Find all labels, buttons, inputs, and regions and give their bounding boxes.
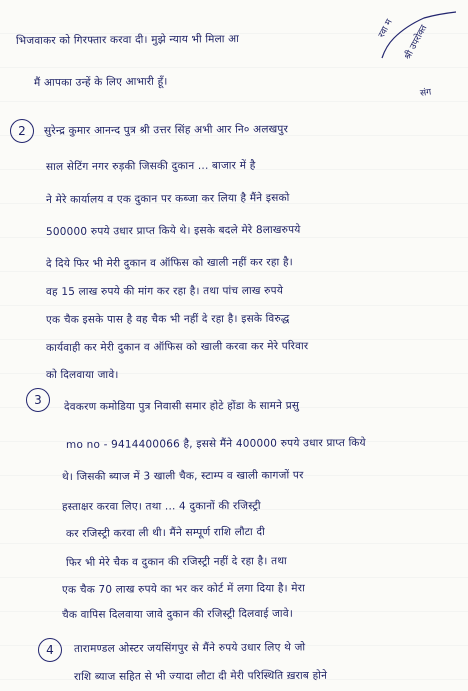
section-3-line-7: एक चैक 70 लाख रुपये का भर कर कोर्ट में लगा दिया है। मेरा xyxy=(61,582,306,596)
intro-line-2: मैं आपका उन्हें के लिए आभारी हूँ। xyxy=(33,75,168,89)
section-2-line-3: ने मेरे कार्यालय व एक दुकान पर कब्जा कर लिया है मैंने इसको xyxy=(45,191,290,206)
section-2-line-4: 500000 रुपये उधार प्राप्त किये थे। इसके बदले मेरे 8लाखरुपये xyxy=(45,223,301,238)
section-3-line-8: चैक वापिस दिलवाया जावे दुकान की रजिस्ट्री दिलवाई जावे। xyxy=(61,607,294,621)
section-2-line-7: एक चैक इसके पास है वह चैक भी नहीं दे रहा है। इसके विरुद्ध xyxy=(45,312,290,326)
section-3-line-5: कर रजिस्ट्री करवा ली थी। मैंने सम्पूर्ण राशि लौटा दी xyxy=(65,525,266,540)
section-2-line-5: दे दिये फिर भी मेरी दुकान व ऑफिस को खाली नहीं कर रहा है। xyxy=(45,256,293,270)
section-number-4: 4 xyxy=(38,638,62,662)
margin-note-line-1: रवा म xyxy=(376,17,395,40)
margin-note-line-2: श्री उपरोक्त xyxy=(402,23,430,62)
section-2-line-2: साल सेटिंग नगर रुड़की जिसकी दुकान ... बाजार में है xyxy=(45,159,256,173)
section-4-line-1: तारामण्डल ओस्टर जयसिंगपुर से मैंने रुपये उधार लिए थे जो xyxy=(73,641,306,655)
section-2-line-6: वह 15 लाख रुपये की मांग कर रहा है। तथा पांच लाख रुपये xyxy=(45,284,284,298)
margin-note-line-3: संग xyxy=(419,87,432,99)
margin-note xyxy=(376,8,466,99)
section-2-line-9: को दिलवाया जावे। xyxy=(46,369,119,381)
section-3-line-4: हस्ताक्षर करवा लिए। तथा ... 4 दुकानों की रजिस्ट्री xyxy=(61,499,261,513)
section-2-line-1: सुरेन्द्र कुमार आनन्द पुत्र श्री उत्तर सिंह अभी आर नि० अलखपुर xyxy=(43,123,289,137)
section-number-2: 2 xyxy=(10,119,34,143)
section-number-3: 3 xyxy=(26,388,50,412)
intro-line-1: भिजवाकर को गिरफ्तार करवा दी। मुझे न्याय भी मिला आ xyxy=(15,33,240,47)
section-3-line-3: थे। जिसकी ब्याज में 3 खाली चैक, स्टाम्प व खाली कागजों पर xyxy=(61,469,304,483)
section-3-line-6: फिर भी मेरे चैक व दुकान की रजिस्ट्री नहीं दे रहा है। तथा xyxy=(65,555,287,569)
section-3-line-2: mo no - 9414400066 है, इससे मैंने 400000 रुपये उधार प्राप्त किये xyxy=(65,436,366,451)
section-3-line-1: देवकरण कमोडिया पुत्र निवासी समार होटे होंडा के सामने प्रसु xyxy=(63,399,300,413)
section-4-line-2: राशि ब्याज सहित से भी ज्यादा लौटा दी मेरी परिस्थिति ख़राब होने xyxy=(73,669,328,683)
section-2-line-8: कार्यवाही कर मेरी दुकान व ऑफिस को खाली करवा कर मेरे परिवार xyxy=(45,340,309,354)
